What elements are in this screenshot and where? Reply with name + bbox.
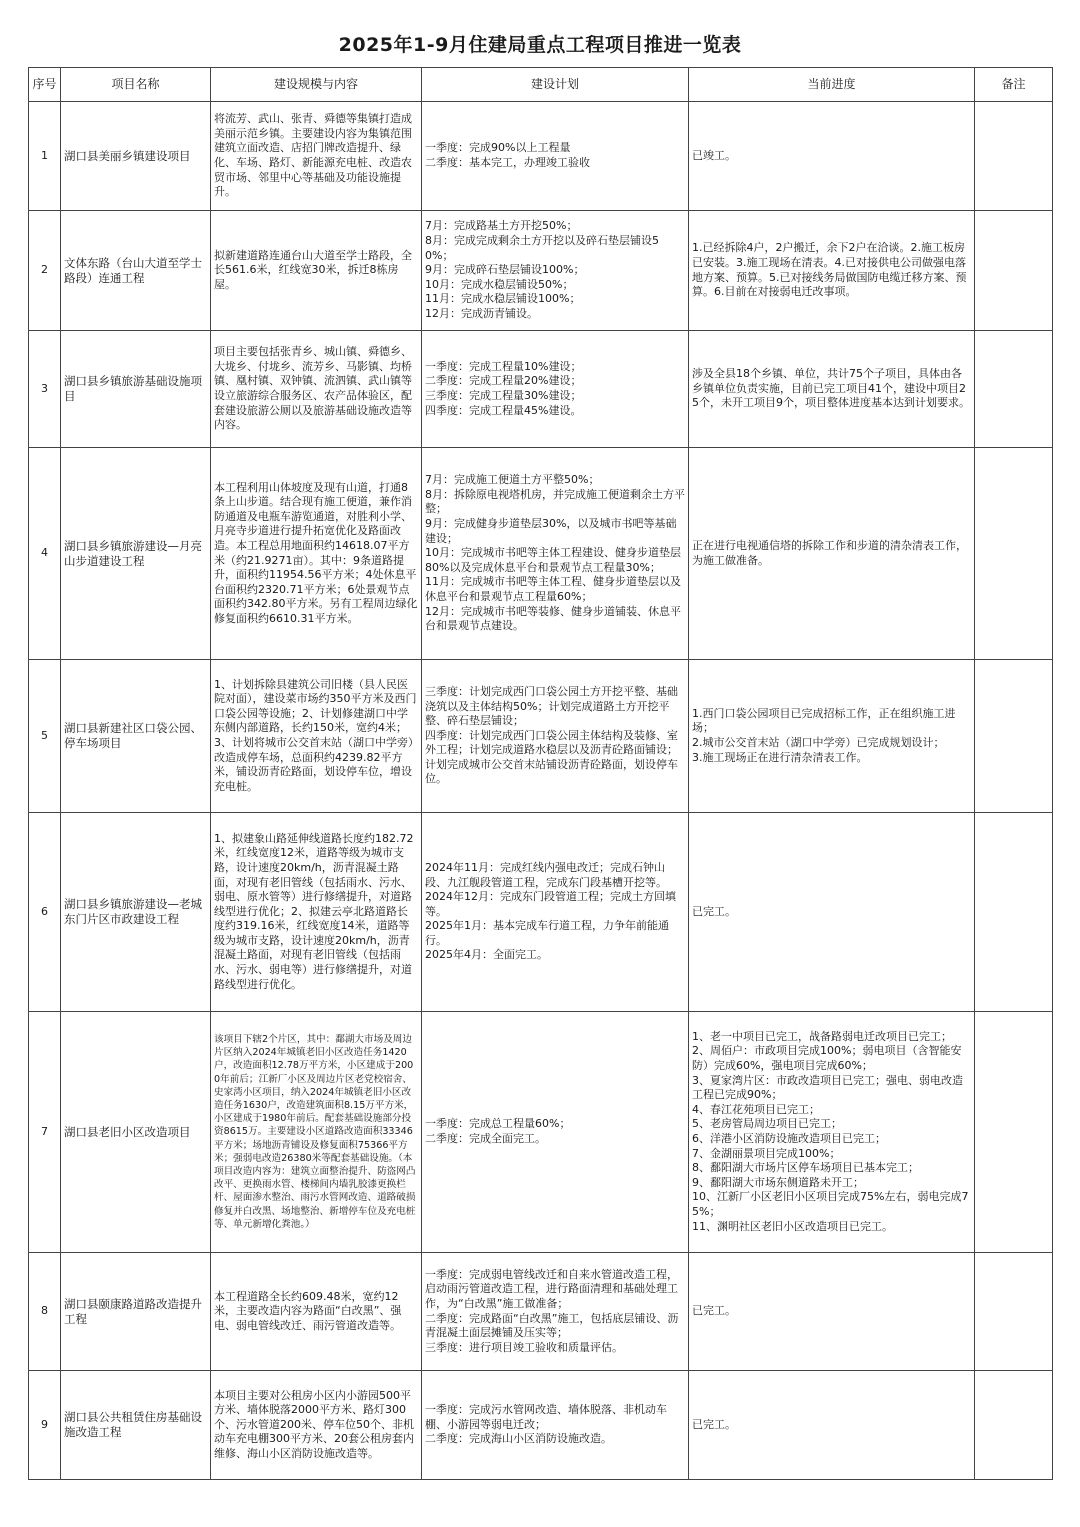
header-scale: 建设规模与内容: [211, 68, 422, 102]
project-progress: [689, 1012, 975, 1253]
project-plan-line: 三季度：完成工程量30%建设；: [425, 389, 582, 402]
project-plan-line: 一季度：完成工程量10%建设；: [425, 359, 582, 373]
page-title: 2025年1-9月住建局重点工程项目推进一览表: [338, 34, 742, 56]
project-remark: [975, 102, 1053, 211]
project-plan-line: 一季度：完成弱电管线改迁和自来水管道改造工程，启动雨污管道改造工程，进行路面清理和基础处理工作，为“白改黑”施工做准备；: [425, 1267, 678, 1310]
project-progress-line: 4、春江花苑项目已完工；: [692, 1102, 820, 1116]
project-plan-line: 二季度：完成工程量20%建设；: [425, 374, 582, 388]
project-name: 湖口县颐康路道路改造提升工程: [61, 1253, 211, 1371]
project-plan: [422, 448, 689, 660]
row-number: 5: [29, 660, 61, 813]
header-progress: 当前进度: [689, 68, 975, 102]
project-plan: [422, 331, 689, 448]
project-plan-line: 二季度：基本完工，办理竣工验收: [425, 156, 590, 169]
project-progress: [689, 448, 975, 660]
row-number: 8: [29, 1253, 61, 1371]
project-remark: [975, 1253, 1053, 1371]
project-progress-line: 涉及全县18个乡镇、单位，共计75个子项目，具体由各乡镇单位负责实施，目前已完工项目41个，建设中项目25个，未开工项目9个，项目整体进度基本达到计划要求。: [692, 367, 970, 410]
project-progress-line: 已完工。: [692, 1417, 736, 1431]
table-row: [29, 102, 1053, 211]
table-row: [29, 331, 1053, 448]
project-progress: [689, 1371, 975, 1480]
table-row: [29, 211, 1053, 331]
row-number: 7: [29, 1012, 61, 1253]
project-plan-line: 11月：完成水稳层铺设100%；: [425, 292, 581, 306]
table-row: [29, 1371, 1053, 1480]
project-scale: 将流芳、武山、张青、舜德等集镇打造成美丽示范乡镇。主要建设内容为集镇范围建筑立面改造、店招门牌改造提升、绿化、车场、路灯、新能源充电桩、改造农贸市场、邻里中心等基础及功能设施提升。: [211, 102, 422, 211]
project-progress-line: 正在进行电视通信塔的拆除工作和步道的清杂清表工作，为施工做准备。: [692, 538, 967, 567]
project-scale: 本工程利用山体坡度及现有山道，打通8条上山步道。结合现有施工便道，兼作消防通道及电瓶车游览通道，对胜利小学、月亮寺步道进行提升拓宽优化及路面改造。本工程总用地面积约14618.07平方米（约21.9271亩）。其中：9条道路提升，面积约11954.56平方米；4处休息平台面积约2320.71平方米；6处景观节点面积约342.80平方米。另有工程周边绿化修复面积约6610.31平方米。: [211, 448, 422, 660]
project-plan-line: 10月：完成水稳层铺设50%；: [425, 277, 574, 291]
project-scale: 本工程道路全长约609.48米，宽约12米，主要改造内容为路面“白改黑”、强电、弱电管线改迁、雨污管道改造等。: [211, 1253, 422, 1371]
project-plan: [422, 813, 689, 1012]
project-plan-line: 二季度：完成海山小区消防设施改造。: [425, 1432, 612, 1446]
project-scale: 1、计划拆除县建筑公司旧楼（县人民医院对面），建设菜市场约350平方米及西门口袋公园等设施；2、计划修建湖口中学东侧内部道路，长约150米，宽约4米；3、计划将城市公交首末站（湖口中学旁）改造成停车场，总面积约4239.82平方米，铺设沥青砼路面，划设停车位，增设充电桩。: [211, 660, 422, 813]
project-plan-line: 四季度：计划完成西门口袋公园主体结构及装修、室外工程；计划完成道路水稳层以及沥青砼路面铺设；计划完成城市公交首末站铺设沥青砼路面，划设停车位。: [425, 728, 678, 786]
project-plan-line: 二季度：完成全面完工。: [425, 1132, 546, 1145]
project-progress-line: 6、洋港小区消防设施改造项目已完工；: [692, 1132, 886, 1145]
project-plan-line: 三季度：计划完成西门口袋公园土方开挖平整、基础浇筑以及主体结构50%；计划完成道路土方开挖平整、碎石垫层铺设；: [425, 684, 678, 728]
table-row: [29, 813, 1053, 1012]
project-progress-line: 5、老房管局周边项目已完工；: [692, 1117, 842, 1131]
project-remark: [975, 1012, 1053, 1253]
project-plan: [422, 660, 689, 813]
project-plan-line: 2024年12月：完成东门段管道工程；完成土方回填等。: [425, 890, 676, 918]
project-progress-line: 3、夏家湾片区：市政改造项目已完工；强电、弱电改造工程已完成90%；: [692, 1073, 963, 1102]
project-plan-line: 2024年11月：完成红线内强电改迁；完成石钟山段、九江舰段管道工程，完成东门段基槽开挖等。: [425, 860, 667, 889]
project-plan-line: 10月：完成城市书吧等主体工程建设、健身步道垫层80%以及完成休息平台和景观节点工程量30%；: [425, 546, 681, 574]
row-number: 3: [29, 331, 61, 448]
project-name: 文体东路（台山大道至学士路段）连通工程: [61, 211, 211, 331]
project-progress-line: 9、鄱阳湖大市场东侧道路未开工；: [692, 1175, 864, 1189]
project-name: 湖口县乡镇旅游建设—老城东门片区市政建设工程: [61, 813, 211, 1012]
table-header-row: [29, 68, 1053, 102]
project-plan-line: 7月：完成路基土方开挖50%；: [425, 219, 578, 233]
project-progress: [689, 102, 975, 211]
project-plan: [422, 102, 689, 211]
project-progress-line: 7、金湖丽景项目完成100%；: [692, 1146, 841, 1160]
project-table: [28, 67, 1053, 1480]
project-scale: 拟新建道路连通台山大道至学士路段，全长561.6米，红线宽30米，拆迁8栋房屋。: [211, 211, 422, 331]
project-progress-line: 3.施工现场正在进行清杂清表工作。: [692, 750, 868, 764]
project-progress: [689, 813, 975, 1012]
project-name: 湖口县老旧小区改造项目: [61, 1012, 211, 1253]
project-remark: [975, 660, 1053, 813]
table-row: [29, 1253, 1053, 1371]
project-progress: [689, 211, 975, 331]
project-progress-line: 11、渊明社区老旧小区改造项目已完工。: [692, 1219, 893, 1233]
project-scale: 该项目下辖2个片区，其中：鄱湖大市场及周边片区纳入2024年城镇老旧小区改造任务1420户，改造面积12.78万平方米，小区建成于2000年前后；江新厂小区及周边片区老党校宿舍、史家湾小区项目，纳入2024年城镇老旧小区改造任务1630户，改造建筑面积8.15万平方米，小区建成于1980年前后。配套基础设施部分投资8615万。主要建设小区道路改造面积33346平方米；场地沥青铺设及修复面积75366平方米；强弱电改造26380米等配套基础设施。（本项目改造内容为：建筑立面整治提升、防盗网凸改平、更换雨水管、楼梯间内墙乳胶漆更换栏杆、屋面渗水整治、雨污水管网改造、道路破损修复并白改黑、场地整治、新增停车位及充电桩等、单元新增化粪池。）: [211, 1012, 422, 1253]
project-progress-line: 1.西门口袋公园项目已完成招标工作，正在组织施工进场；: [692, 706, 956, 735]
project-name: 湖口县乡镇旅游基础设施项目: [61, 331, 211, 448]
project-progress-line: 已竣工。: [692, 148, 736, 162]
project-plan: [422, 1253, 689, 1371]
project-plan-line: 8月：完成完成剩余土方开挖以及碎石垫层铺设50%；: [425, 234, 659, 262]
table-row: [29, 448, 1053, 660]
project-progress: [689, 1253, 975, 1371]
header-remark: 备注: [975, 68, 1053, 102]
row-number: 9: [29, 1371, 61, 1480]
project-scale: 本项目主要对公租房小区内小游园500平方米、墙体脱落2000平方米、路灯300个、污水管道200米、停车位50个、非机动车充电棚300平方米、20套公租房套内维修、海山小区消防设施改造等。: [211, 1371, 422, 1480]
project-remark: [975, 813, 1053, 1012]
table-row: [29, 660, 1053, 813]
project-progress: [689, 660, 975, 813]
project-plan-line: 2025年4月：全面完工。: [425, 948, 548, 962]
project-scale: 1、拟建象山路延伸线道路长度约182.72米，红线宽度12米，道路等级为城市支路，设计速度20km/h，沥青混凝土路面，对现有老旧管线（包括雨水、污水、弱电、原水管等）进行修缮提升，对道路线型进行优化；2、拟建云亭北路道路长度约319.16米，红线宽度14米，道路等级为城市支路，设计速度20km/h，沥青混凝土路面，对现有老旧管线（包括雨水、污水、弱电等）进行修缮提升，对道路线型进行优化。: [211, 813, 422, 1012]
project-progress-line: 已完工。: [692, 904, 736, 918]
project-plan-line: 一季度：完成总工程量60%；: [425, 1117, 571, 1131]
project-plan-line: 9月：完成碎石垫层铺设100%；: [425, 263, 585, 277]
row-number: 6: [29, 813, 61, 1012]
project-plan-line: 7月：完成施工便道土方平整50%；: [425, 473, 600, 487]
header-name: 项目名称: [61, 68, 211, 102]
project-plan: [422, 211, 689, 331]
project-plan-line: 四季度：完成工程量45%建设。: [425, 403, 582, 417]
project-remark: [975, 1371, 1053, 1480]
project-plan-line: 二季度：完成路面“白改黑”施工，包括底层铺设、沥青混凝土面层摊铺及压实等；: [425, 1311, 679, 1340]
project-progress-line: 已完工。: [692, 1304, 736, 1318]
project-plan: [422, 1012, 689, 1253]
project-progress-line: 1、老一中项目已完工，战备路弱电迁改项目已完工；: [692, 1029, 952, 1043]
project-plan-line: 2025年1月：基本完成车行道工程，力争年前能通行。: [425, 919, 669, 947]
project-name: 湖口县美丽乡镇建设项目: [61, 102, 211, 211]
header-no: 序号: [29, 68, 61, 102]
row-number: 2: [29, 211, 61, 331]
header-plan: 建设计划: [422, 68, 689, 102]
project-plan-line: 一季度：完成90%以上工程量: [425, 141, 571, 155]
project-plan-line: 一季度：完成污水管网改造、墙体脱落、非机动车棚、小游园等弱电迁改；: [425, 1403, 667, 1431]
project-progress-line: 2.城市公交首末站（湖口中学旁）已完成规划设计；: [692, 736, 945, 749]
project-name: 湖口县公共租赁住房基础设施改造工程: [61, 1371, 211, 1480]
project-progress-line: 10、江新厂小区老旧小区项目完成75%左右，弱电完成75%；: [692, 1190, 969, 1218]
row-number: 1: [29, 102, 61, 211]
project-plan-line: 9月：完成健身步道垫层30%，以及城市书吧等基础建设；: [425, 517, 677, 545]
project-progress-line: 8、鄱阳湖大市场片区停车场项目已基本完工；: [692, 1161, 919, 1175]
project-plan-line: 8月：拆除原电视塔机房，并完成施工便道剩余土方平整；: [425, 487, 685, 516]
project-name: 湖口县乡镇旅游建设—月亮山步道建设工程: [61, 448, 211, 660]
project-scale: 项目主要包括张青乡、城山镇、舜德乡、大垅乡、付垅乡、流芳乡、马影镇、均桥镇、凰村镇、双钟镇、流泗镇、武山镇等设立旅游综合服务区、农产品体验区，配套建设旅游公厕以及旅游基础设施改造等内容。: [211, 331, 422, 448]
project-progress: [689, 331, 975, 448]
project-plan-line: 12月：完成沥青铺设。: [425, 306, 538, 320]
project-plan: [422, 1371, 689, 1480]
project-progress-line: 1.已经拆除4户，2户搬迁，余下2户在洽谈。2.施工板房已安装。3.施工现场在清表。4.已对接供电公司做强电落地方案、预算。5.已对接线务局做国防电缆迁移方案、预算。6.目前在对接弱电迁改事项。: [692, 241, 967, 299]
row-number: 4: [29, 448, 61, 660]
project-remark: [975, 211, 1053, 331]
table-row: [29, 1012, 1053, 1253]
project-plan-line: 11月：完成城市书吧等主体工程、健身步道垫层以及休息平台和景观节点工程量60%；: [425, 575, 681, 603]
project-name: 湖口县新建社区口袋公园、停车场项目: [61, 660, 211, 813]
project-plan-line: 12月：完成城市书吧等装修、健身步道铺装、休息平台和景观节点建设。: [425, 604, 681, 633]
project-progress-line: 2、周佰户：市政项目完成100%；弱电项目（含智能安防）完成60%，强电项目完成60%；: [692, 1044, 962, 1073]
project-remark: [975, 448, 1053, 660]
project-plan-line: 三季度：进行项目竣工验收和质量评估。: [425, 1340, 623, 1354]
project-remark: [975, 331, 1053, 448]
